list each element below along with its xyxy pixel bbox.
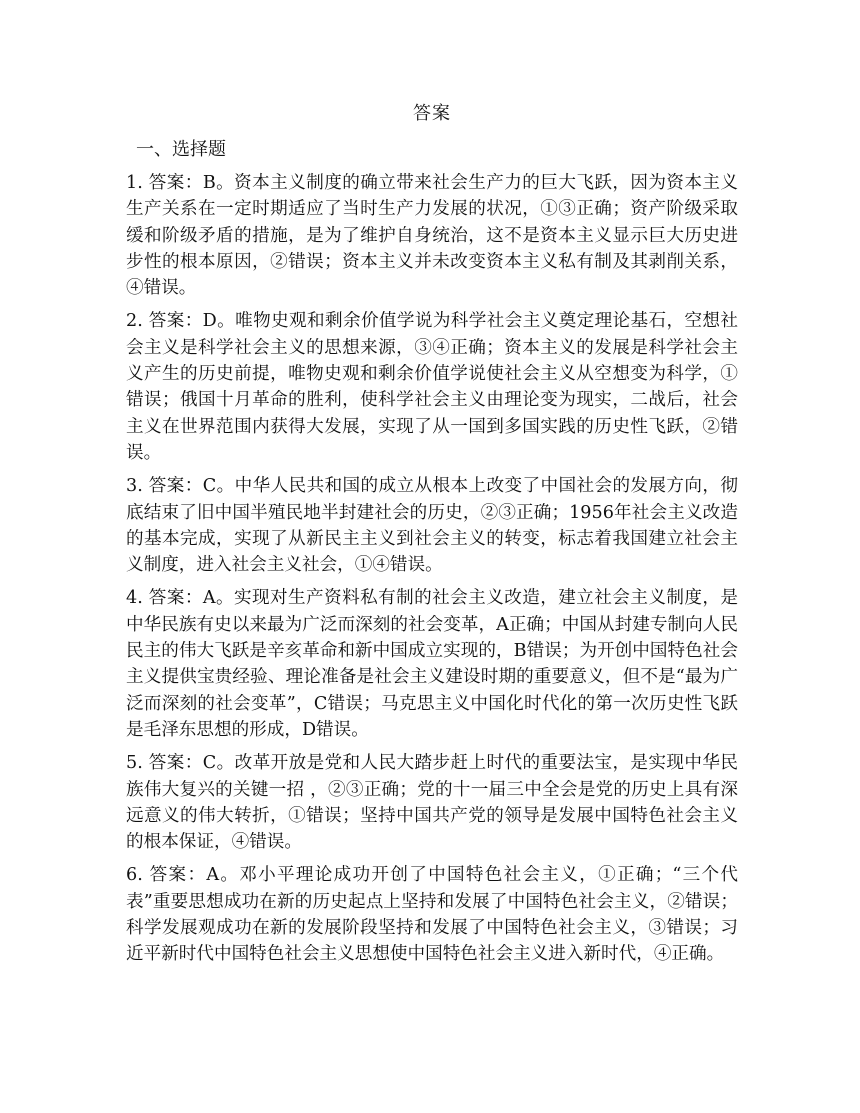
answer-item-2: 2. 答案：D。唯物史观和剩余价值学说为科学社会主义奠定理论基石，空想社会主义是科学社会主义的思想来源，③④正确；资本主义的发展是科学社会主义产生的历史前提，唯物史观和剩余价值学说使社会主义从空想变为科学，①错误；俄国十月革命的胜利，使科学社会主义由理论变为现实，二战后，社会主义在世界范围内获得大发展，实现了从一国到多国实践的历史性飞跃，②错误。 <box>126 311 738 463</box>
section-heading: 一、选择题 <box>136 139 226 160</box>
answer-item-3: 3. 答案：C。中华人民共和国的成立从根本上改变了中国社会的发展方向，彻底结束了旧中国半殖民地半封建社会的历史，②③正确；1956年社会主义改造的基本完成，实现了从新民主主义到社会主义的转变，标志着我国建立社会主义制度，进入社会主义社会，①④错误。 <box>126 476 738 576</box>
answer-item-1: 1. 答案：B。资本主义制度的确立带来社会生产力的巨大飞跃，因为资本主义生产关系在一定时期适应了当时生产力发展的状况，①③正确；资产阶级采取缓和阶级矛盾的措施，是为了维护自身统治，这不是资本主义显示巨大历史进步性的根本原因，②错误；资本主义并未改变资本主义私有制及其剥削关系，④错误。 <box>126 173 738 299</box>
page-title: 答案 <box>413 103 451 124</box>
answer-item-4: 4. 答案：A。实现对生产资料私有制的社会主义改造，建立社会主义制度，是中华民族有史以来最为广泛而深刻的社会变革，A正确；中国从封建专制向人民民主的伟大飞跃是辛亥革命和新中国成立实现的，B错误；为开创中国特色社会主义提供宝贵经验、理论准备是社会主义建设时期的重要意义，但不是“最为广泛而深刻的社会变革”，C错误；马克思主义中国化时代化的第一次历史性飞跃是毛泽东思想的形成，D错误。 <box>126 588 738 740</box>
answer-item-6: 6. 答案：A。邓小平理论成功开创了中国特色社会主义，①正确；“三个代表”重要思想成功在新的历史起点上坚持和发展了中国特色社会主义，②错误；科学发展观成功在新的发展阶段坚持和发展了中国特色社会主义，③错误；习近平新时代中国特色社会主义思想使中国特色社会主义进入新时代，④正确。 <box>126 865 738 965</box>
answer-item-5: 5. 答案：C。改革开放是党和人民大踏步赶上时代的重要法宝，是实现中华民族伟大复兴的关键一招 ，②③正确；党的十一届三中全会是党的历史上具有深远意义的伟大转折，①错误；坚持中国共产党的领导是发展中国特色社会主义的根本保证，④错误。 <box>126 753 738 853</box>
document-page <box>126 96 738 975</box>
